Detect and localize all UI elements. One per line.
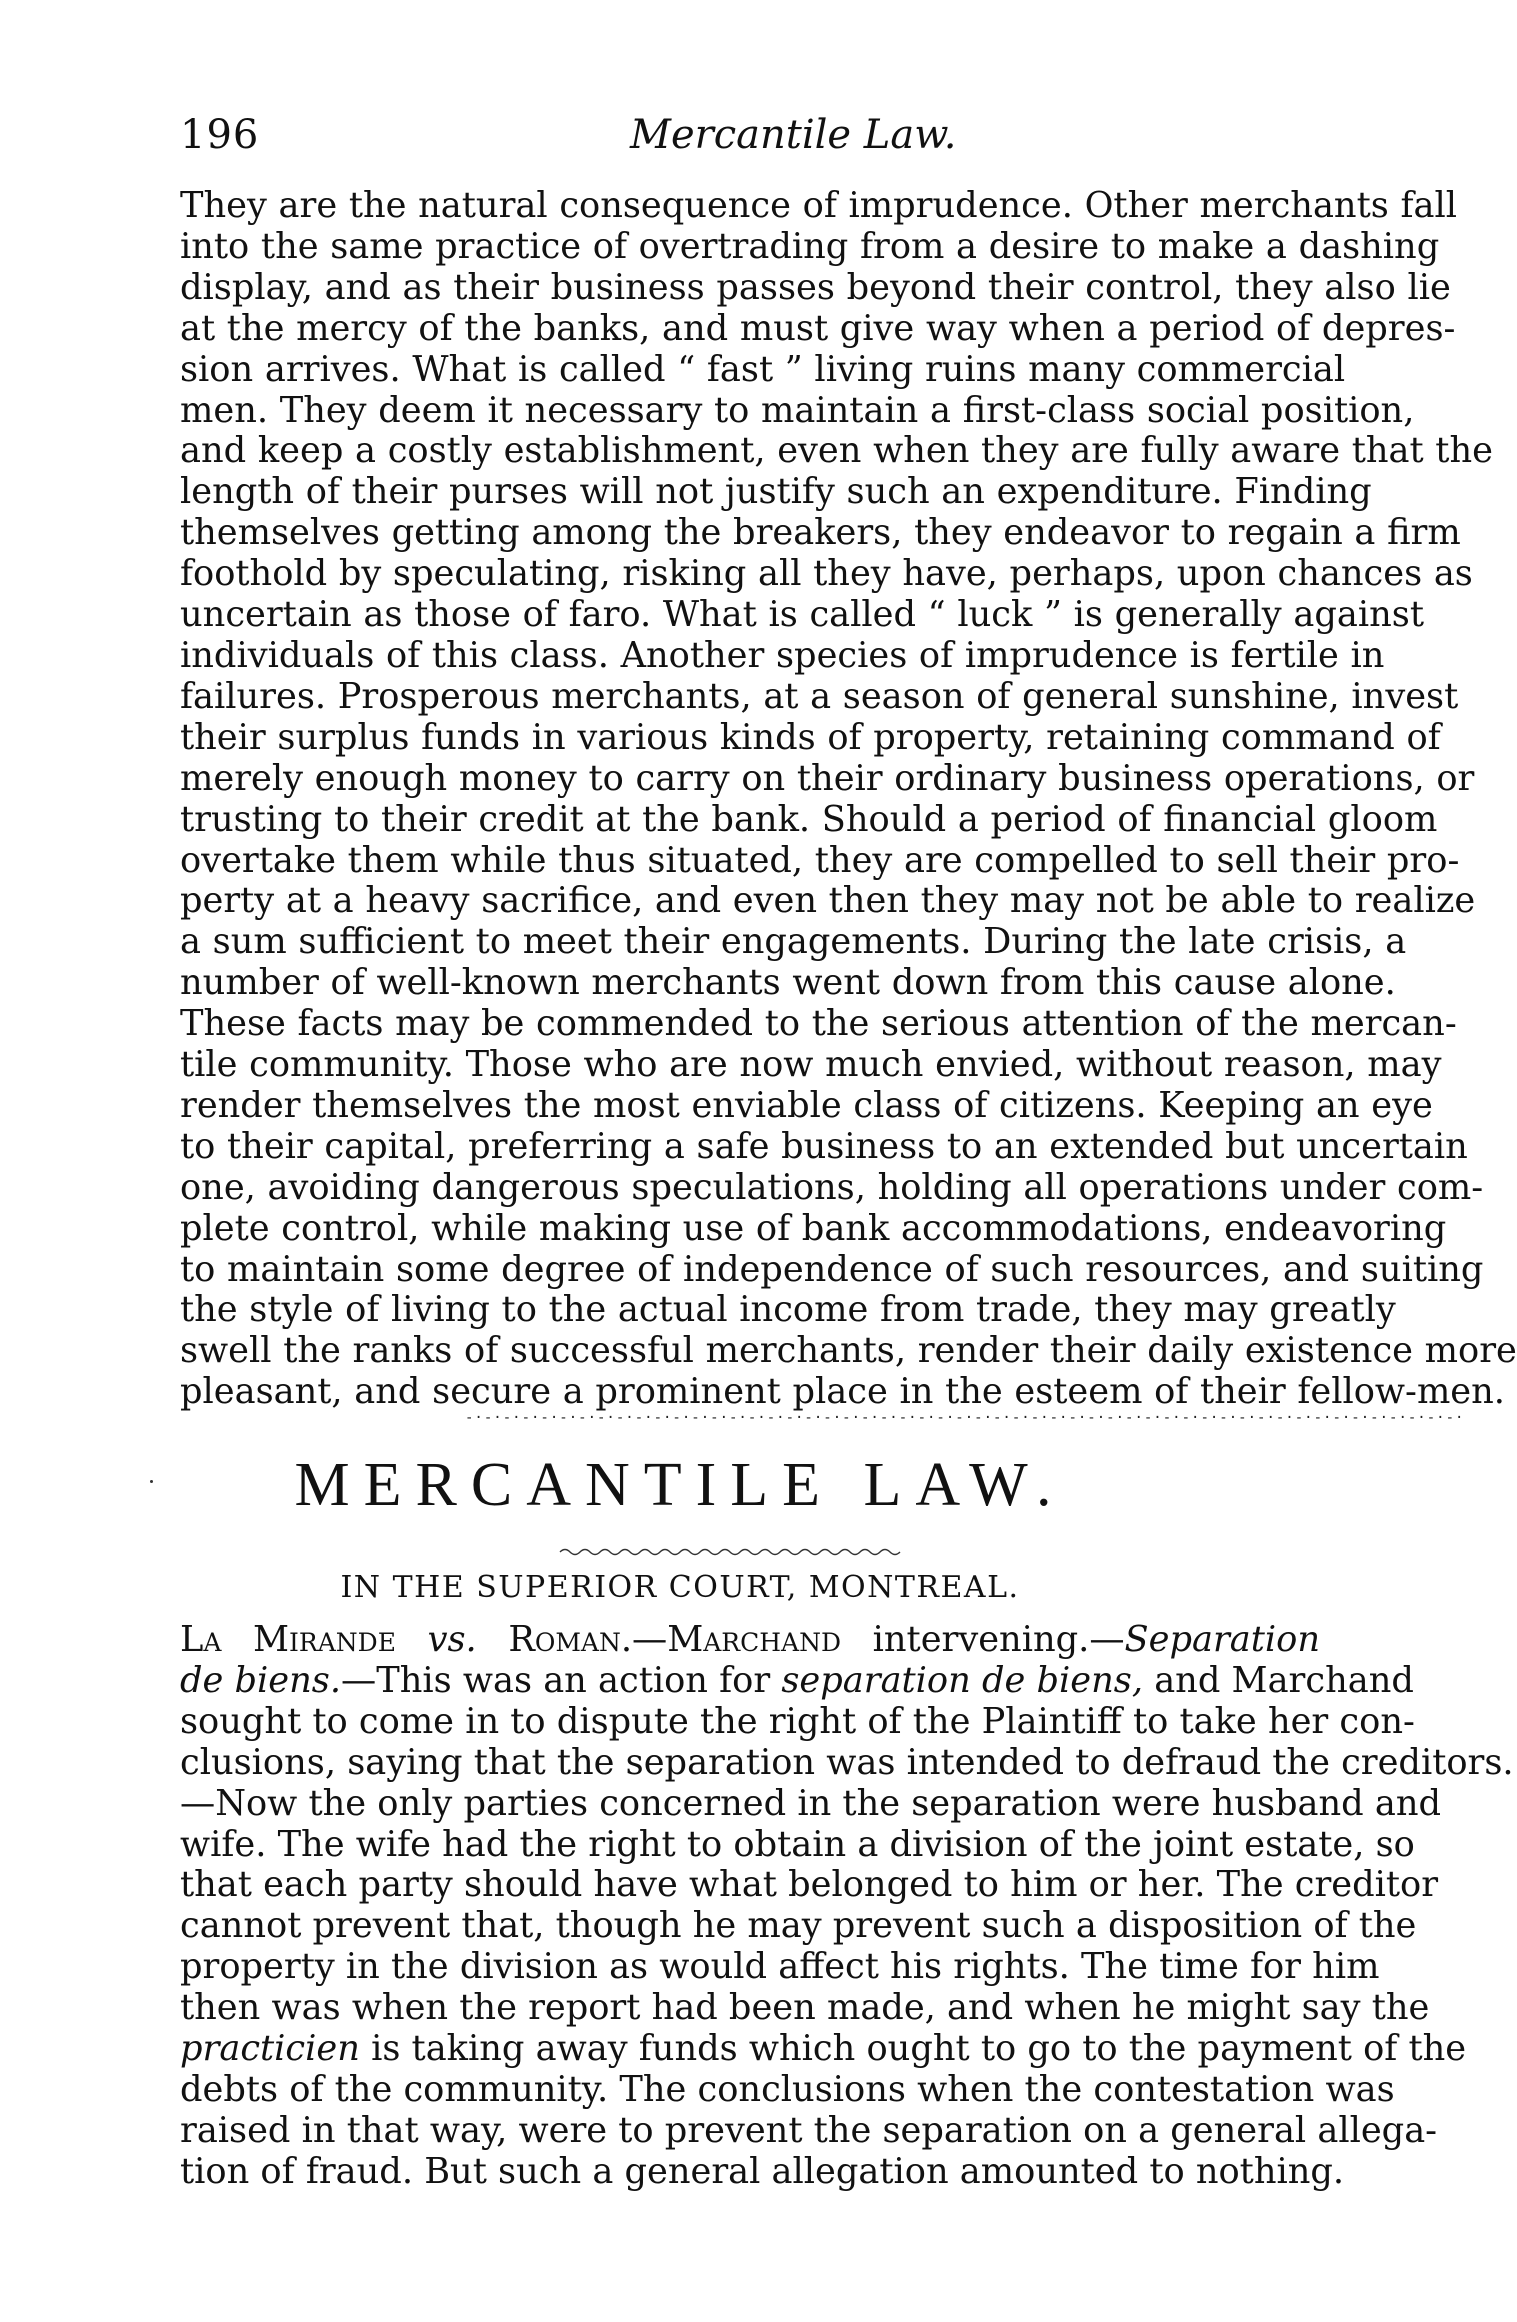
text-line: then was when the report had been made, and when he might say the xyxy=(180,1987,1430,2029)
text-line: into the same practice of overtrading from a desire to make a dashing xyxy=(180,225,1440,267)
text-line: pleasant, and secure a prominent place in the esteem of their fellow-men. xyxy=(180,1371,1505,1413)
text-line: foothold by speculating, risking all they have, perhaps, upon chances as xyxy=(180,553,1473,595)
case-topic: Separation xyxy=(1124,1619,1321,1660)
text-line: These facts may be commended to the serious attention of the mercan- xyxy=(180,1003,1457,1045)
case-line xyxy=(180,1659,1414,1702)
case-text-segment: —This was an action for xyxy=(341,1659,771,1701)
text-line: sought to come in to dispute the right of the Plaintiff to take her con- xyxy=(180,1700,1415,1742)
case-report xyxy=(180,1619,1514,2193)
case-end-lines xyxy=(180,2068,1438,2193)
text-line: sion arrives. What is called “ fast ” living ruins many commercial xyxy=(180,348,1346,390)
article-body xyxy=(180,185,1517,1413)
text-line: render themselves the most enviable class of citizens. Keeping an eye xyxy=(180,1084,1433,1126)
section-title: MERCANTILE LAW. xyxy=(294,1451,1066,1519)
versus-label: vs. xyxy=(427,1619,477,1660)
text-line: raised in that way, were to prevent the separation on a general allega- xyxy=(180,2109,1438,2151)
text-line: their surplus funds in various kinds of property, retaining command of xyxy=(180,716,1441,758)
text-line: to maintain some degree of independence of such resources, and suiting xyxy=(180,1248,1484,1290)
text-line: individuals of this class. Another species of imprudence is fertile in xyxy=(180,634,1385,676)
text-line: —Now the only parties concerned in the separation were husband and xyxy=(180,1782,1442,1824)
text-line: plete control, while making use of bank accommodations, endeavoring xyxy=(180,1207,1447,1249)
text-line: failures. Prosperous merchants, at a season of general sunshine, invest xyxy=(180,675,1459,717)
case-phrase: separation de biens, xyxy=(781,1659,1144,1701)
margin-mark xyxy=(150,1480,153,1483)
text-line: swell the ranks of successful merchants, render their daily existence more xyxy=(180,1330,1517,1372)
section-divider-ornament: -·-·-·-·-·-·-·-·-·-·-·-·-·-·-·-·-·-·-·-·-·-·-·-·-·-·-·-·-·-·-·-·-·-·-·-·-·-·-·-·-·-·-·-·-·-·-·-·-·-·-·-·-· xyxy=(465,1410,1465,1426)
text-line: tion of fraud. But such a general allegation amounted to nothing. xyxy=(180,2150,1345,2192)
party-plaintiff: La Mirande xyxy=(180,1619,396,1660)
text-line: debts of the community. The conclusions when the contestation was xyxy=(180,2068,1395,2110)
text-line: tile community. Those who are now much envied, without reason, may xyxy=(180,1044,1442,1086)
intervening-label: intervening.— xyxy=(872,1619,1125,1660)
text-line: They are the natural consequence of imprudence. Other merchants fall xyxy=(180,185,1457,226)
text-line: men. They deem it necessary to maintain a first-class social position, xyxy=(180,389,1415,431)
text-line: themselves getting among the breakers, they endeavor to regain a firm xyxy=(180,512,1461,554)
text-line: merely enough money to carry on their ordinary business operations, or xyxy=(180,757,1475,799)
case-line xyxy=(180,1620,1320,1661)
text-line: cannot prevent that, though he may prevent such a disposition of the xyxy=(180,1905,1417,1947)
text-line: length of their purses will not justify such an expenditure. Finding xyxy=(180,471,1372,513)
case-mid-lines xyxy=(180,1700,1514,2029)
text-line: property in the division as would affect his rights. The time for him xyxy=(180,1946,1380,1988)
text-line: a sum sufficient to meet their engagements. During the late crisis, a xyxy=(180,921,1407,963)
dash: — xyxy=(632,1619,668,1660)
case-topic-cont: de biens. xyxy=(180,1659,342,1701)
text-line: trusting to their credit at the bank. Should a period of financial gloom xyxy=(180,798,1438,840)
text-line: overtake them while thus situated, they are compelled to sell their pro- xyxy=(180,839,1460,881)
text-line: the style of living to the actual income from trade, they may greatly xyxy=(180,1289,1396,1331)
text-line: one, avoiding dangerous speculations, holding all operations under com- xyxy=(180,1166,1484,1208)
page-number: 196 xyxy=(180,112,260,158)
case-line xyxy=(180,2028,1467,2070)
text-line: and keep a costly establishment, even when they are fully aware that the xyxy=(180,430,1493,472)
case-text-segment: is taking away funds which ought to go to the payment of the xyxy=(371,2028,1467,2070)
title-underline-ornament xyxy=(560,1547,900,1557)
text-line: perty at a heavy sacrifice, and even then they may not be able to realize xyxy=(180,880,1476,922)
text-line: wife. The wife had the right to obtain a division of the joint estate, so xyxy=(180,1823,1415,1865)
text-line: to their capital, preferring a safe business to an extended but uncertain xyxy=(180,1125,1468,1167)
text-line: display, and as their business passes beyond their control, they also lie xyxy=(180,266,1451,308)
text-line: uncertain as those of faro. What is called “ luck ” is generally against xyxy=(180,594,1424,636)
text-line: that each party should have what belonged to him or her. The creditor xyxy=(180,1864,1439,1906)
text-line: number of well-known merchants went down from this cause alone. xyxy=(180,962,1396,1004)
party-intervenor: Marchand xyxy=(667,1619,842,1660)
text-line: at the mercy of the banks, and must give way when a period of depres- xyxy=(180,307,1456,349)
party-defendant: Roman. xyxy=(508,1619,633,1660)
text-line: clusions, saying that the separation was intended to defraud the creditors. xyxy=(180,1741,1514,1783)
page-header xyxy=(180,112,1232,162)
court-heading: IN THE SUPERIOR COURT, MONTREAL. xyxy=(340,1570,1020,1605)
case-term: practicien xyxy=(180,2028,360,2070)
case-text-segment: and Marchand xyxy=(1154,1659,1414,1701)
running-head: Mercantile Law. xyxy=(630,112,957,158)
